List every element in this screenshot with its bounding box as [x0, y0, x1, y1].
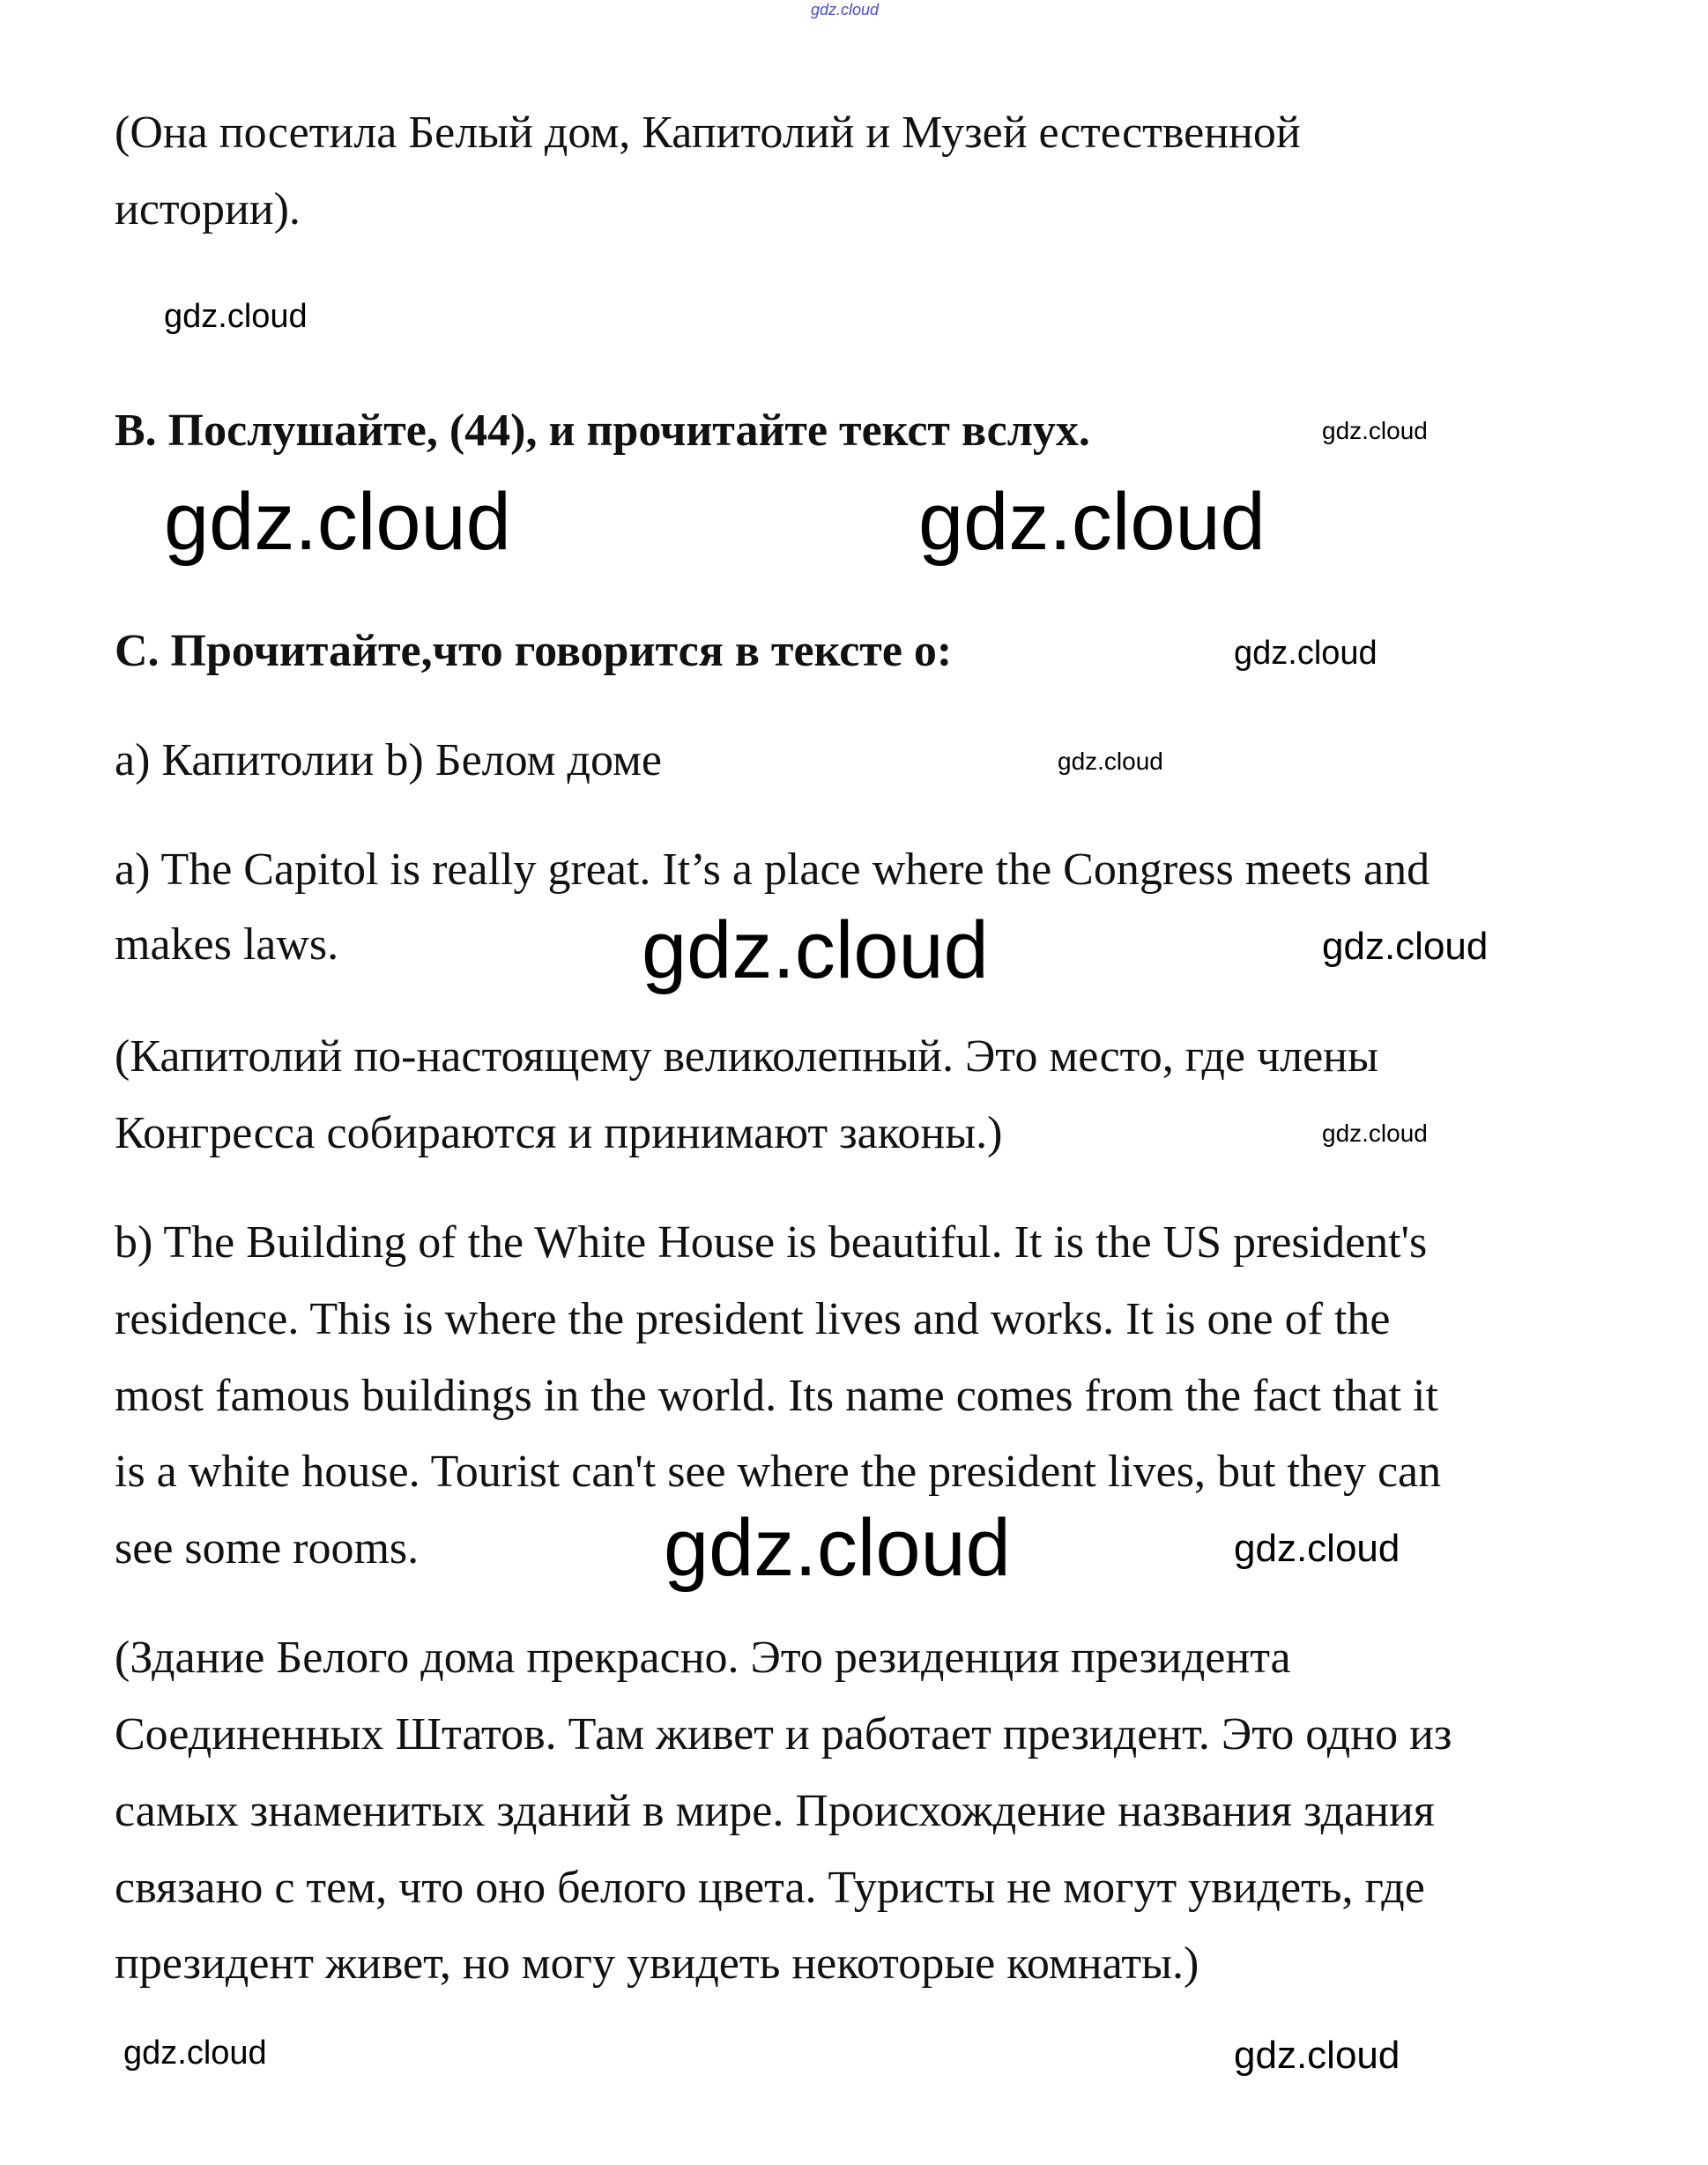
intro-translation-line-2: истории).: [115, 184, 301, 234]
answer-b-translation-line-5: президент живет, но могу увидеть некоторые комнаты.): [115, 1938, 1199, 1989]
watermark: gdz.cloud: [1322, 417, 1428, 444]
watermark: gdz.cloud: [1322, 1120, 1428, 1147]
answer-b-translation-line-3: самых знаменитых зданий в мире. Происхождение названия здания: [115, 1786, 1435, 1836]
answer-a-line-2: makes laws.: [115, 919, 339, 970]
watermark: gdz.cloud: [642, 905, 989, 995]
watermark: gdz.cloud: [664, 1503, 1011, 1593]
answer-a-translation-line-1: (Капитолий по-настоящему великолепный. Это место, где члены: [115, 1031, 1378, 1082]
watermark: gdz.cloud: [918, 477, 1266, 567]
watermark: gdz.cloud: [1322, 925, 1489, 968]
answer-b-translation-line-1: (Здание Белого дома прекрасно. Это резиденция президента: [115, 1633, 1291, 1683]
task-c-heading: C. Прочитайте,что говорится в тексте о:: [115, 626, 953, 676]
answer-b-translation-line-4: связано с тем, что оно белого цвета. Туристы не могут увидеть, где: [115, 1863, 1425, 1913]
watermark: gdz.cloud: [164, 477, 511, 567]
task-b-heading: B. Послушайте, (44), и прочитайте текст вслух.: [115, 405, 1090, 456]
watermark: gdz.cloud: [164, 298, 308, 335]
answer-b-line-4: is a white house. Tourist can't see where the president lives, but they can: [115, 1447, 1442, 1497]
answer-a-translation-line-2: Конгресса собираются и принимают законы.): [115, 1108, 1003, 1158]
answer-b-line-3: most famous buildings in the world. Its name comes from the fact that it: [115, 1371, 1438, 1421]
watermark: gdz.cloud: [1234, 2034, 1400, 2077]
answer-b-line-2: residence. This is where the president lives and works. It is one of the: [115, 1294, 1391, 1344]
watermark: gdz.cloud: [1234, 635, 1378, 672]
watermark-top: gdz.cloud: [811, 1, 880, 19]
answer-b-translation-line-2: Соединенных Штатов. Там живет и работает президент. Это одно из: [115, 1709, 1452, 1760]
answer-b-line-5: see some rooms.: [115, 1523, 420, 1574]
intro-translation-line-1: (Она посетила Белый дом, Капитолий и Музей естественной: [115, 108, 1301, 158]
watermark: gdz.cloud: [1058, 748, 1163, 775]
answer-b-line-1: b) The Building of the White House is beautiful. It is the US president's: [115, 1217, 1428, 1268]
watermark: gdz.cloud: [123, 2035, 267, 2072]
options-line: a) Капитолии b) Белом доме: [115, 735, 662, 785]
watermark: gdz.cloud: [1234, 1527, 1400, 1570]
answer-a-line-1: a) The Capitol is really great. It’s a place where the Congress meets and: [115, 844, 1430, 895]
